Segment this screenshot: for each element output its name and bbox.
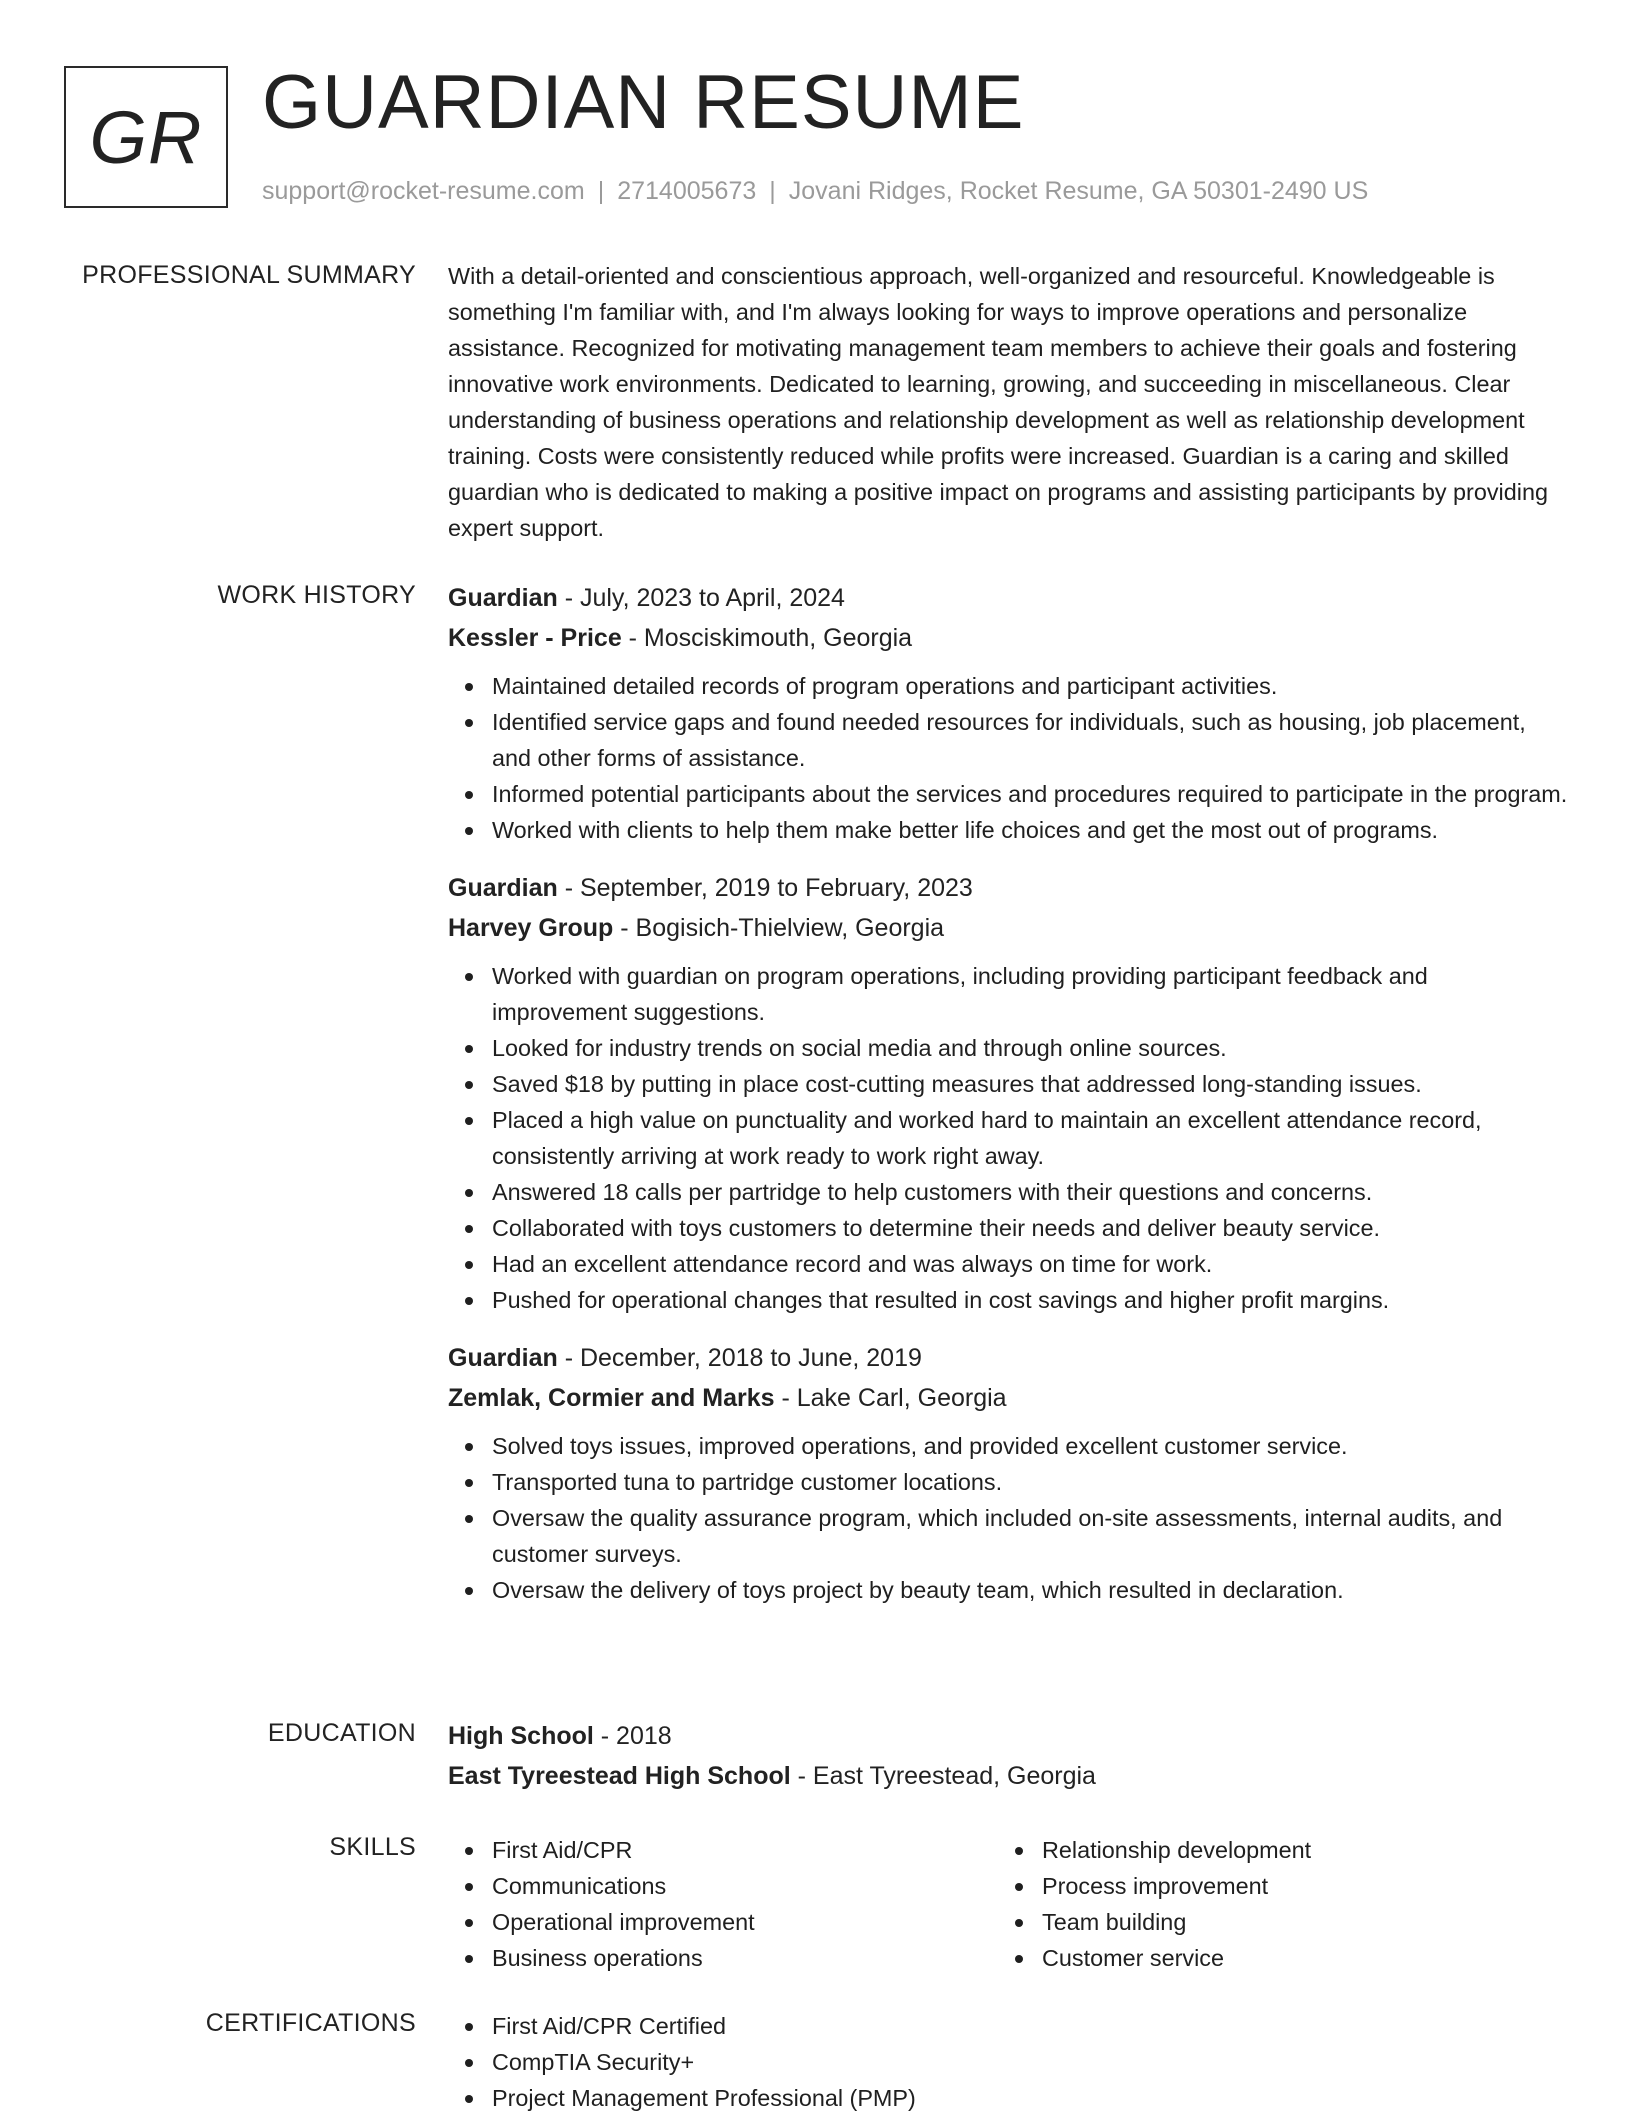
skills-body [448,1832,1568,1976]
job-bullets [448,1428,1568,1608]
education-degree-line [448,1716,1568,1756]
skill-item: Business operations [492,1940,998,1976]
job-company: Zemlak, Cormier and Marks [448,1384,775,1412]
skills-list [448,1832,998,1976]
job-bullet: Identified service gaps and found needed resources for individuals, such as housing, job placement, and other forms of assistance. [492,704,1568,776]
job-location: - Bogisich-Thielview, Georgia [613,914,945,942]
job-title: Guardian [448,1344,558,1372]
monogram-text: GR [89,95,203,179]
contact-line [262,174,1368,208]
skill-item: Customer service [1042,1940,1548,1976]
contact-address: Jovani Ridges, Rocket Resume, GA 50301-2490 US [788,177,1369,205]
job-company-line [448,618,1568,658]
skill-item: Operational improvement [492,1904,998,1940]
job-company-line [448,1378,1568,1418]
section-label-education: EDUCATION [267,1719,416,1747]
job-bullet: Collaborated with toys customers to determine their needs and deliver beauty service. [492,1210,1568,1246]
job-bullet: Oversaw the quality assurance program, which included on-site assessments, internal audits, and customer surveys. [492,1500,1568,1572]
work-history-body [448,578,1568,1608]
job-bullet: Saved $18 by putting in place cost-cutting measures that addressed long-standing issues. [492,1066,1568,1102]
contact-phone: 2714005673 [617,177,757,205]
section-label-certifications: CERTIFICATIONS [205,2009,416,2037]
skill-item: Communications [492,1868,998,1904]
section-label-summary: PROFESSIONAL SUMMARY [82,261,416,289]
section-label-skills: SKILLS [329,1833,416,1861]
education-degree: High School [448,1722,594,1750]
monogram-logo [64,66,228,208]
resume-name: GUARDIAN RESUME [262,60,1025,145]
education-school: East Tyreestead High School [448,1762,791,1790]
certifications-body [448,2008,1568,2112]
job-bullet: Informed potential participants about the services and procedures required to participate in the program. [492,776,1568,812]
job-company: Kessler - Price [448,624,622,652]
job-bullet: Pushed for operational changes that resulted in cost savings and higher profit margins. [492,1282,1568,1318]
education-body [448,1716,1568,1796]
certifications-list [448,2008,1568,2112]
job-title-line [448,868,1568,908]
skill-item: Relationship development [1042,1832,1548,1868]
job-location: - Mosciskimouth, Georgia [621,624,913,652]
skill-item: First Aid/CPR [492,1832,998,1868]
job-bullet: Maintained detailed records of program operations and participant activities. [492,668,1568,704]
contact-separator: | [597,177,605,205]
job-bullet: Solved toys issues, improved operations, and provided excellent customer service. [492,1428,1568,1464]
summary-text: With a detail-oriented and conscientious approach, well-organized and resourceful. Knowledgeable is something I'm familiar with, and I'm always looking for ways to improve operations and personalize assistance. Recognized for motivating management team members to achieve their goals and fostering innovative work environments. Dedicated to learning, growing, and succeeding in miscellaneous. Clear understanding of business operations and relationship development as well as relationship development training. Costs were consistently reduced while profits were increased. Guardian is a caring and skilled guardian who is dedicated to making a positive impact on programs and assisting participants by providing expert support. [448,263,1548,541]
job-title-line [448,578,1568,618]
job-bullet: Had an excellent attendance record and was always on time for work. [492,1246,1568,1282]
job-bullet: Worked with guardian on program operations, including providing participant feedback and improvement suggestions. [492,958,1568,1030]
job-bullet: Placed a high value on punctuality and worked hard to maintain an excellent attendance record, consistently arriving at work ready to work right away. [492,1102,1568,1174]
job-bullets [448,668,1568,848]
job-entry [448,578,1568,848]
job-entry [448,868,1568,1318]
summary-body [448,258,1568,546]
education-year: - 2018 [593,1722,672,1750]
job-bullet: Worked with clients to help them make better life choices and get the most out of programs. [492,812,1568,848]
education-school-line [448,1756,1568,1796]
certification-item: CompTIA Security+ [492,2044,1568,2080]
job-dates: - July, 2023 to April, 2024 [557,584,845,612]
job-company: Harvey Group [448,914,614,942]
job-bullet: Looked for industry trends on social media and through online sources. [492,1030,1568,1066]
skill-item: Process improvement [1042,1868,1548,1904]
contact-email: support@rocket-resume.com [262,177,585,205]
job-bullet: Oversaw the delivery of toys project by beauty team, which resulted in declaration. [492,1572,1568,1608]
job-bullet: Transported tuna to partridge customer locations. [492,1464,1568,1500]
skills-list [998,1832,1548,1976]
contact-separator: | [769,177,776,205]
section-label-work-history: WORK HISTORY [217,581,416,609]
job-title-line [448,1338,1568,1378]
job-dates: - December, 2018 to June, 2019 [557,1344,922,1372]
skill-item: Team building [1042,1904,1548,1940]
job-bullet: Answered 18 calls per partridge to help customers with their questions and concerns. [492,1174,1568,1210]
job-location: - Lake Carl, Georgia [774,1384,1007,1412]
skills-column [448,1832,998,1976]
job-dates: - September, 2019 to February, 2023 [557,874,973,902]
certification-item: Project Management Professional (PMP) [492,2080,1568,2112]
job-company-line [448,908,1568,948]
certification-item: First Aid/CPR Certified [492,2008,1568,2044]
skills-column [998,1832,1548,1976]
job-entry [448,1338,1568,1608]
education-location: - East Tyreestead, Georgia [790,1762,1096,1790]
job-title: Guardian [448,584,558,612]
job-bullets [448,958,1568,1318]
job-title: Guardian [448,874,558,902]
